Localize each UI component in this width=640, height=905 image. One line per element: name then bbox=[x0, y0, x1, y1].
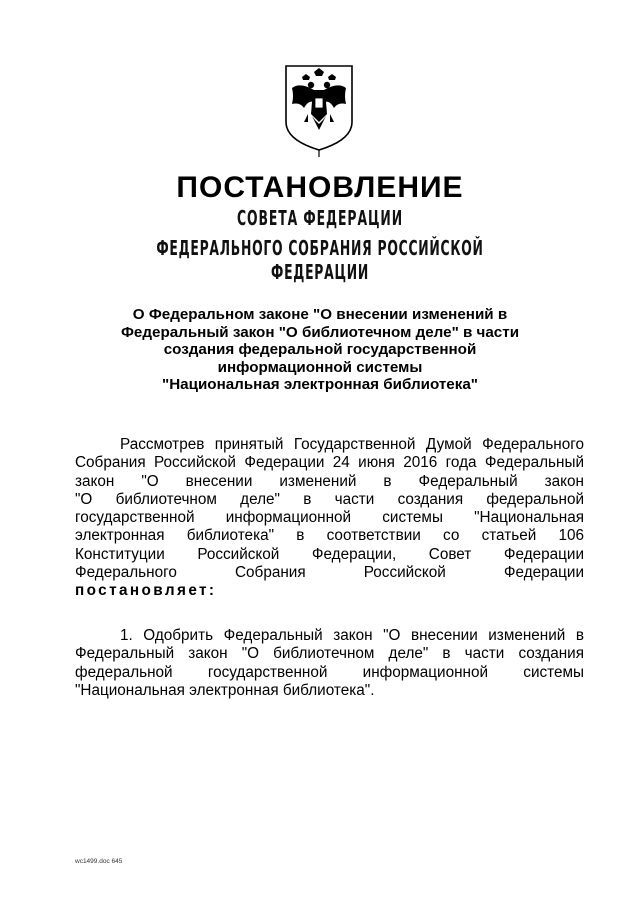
document-type-heading: ПОСТАНОВЛЕНИЕ bbox=[176, 171, 464, 204]
title-line: О Федеральном законе "О внесении изменений в bbox=[132, 306, 508, 323]
resolves-word: постановляет: bbox=[75, 582, 217, 600]
paragraph-line: 1. Одобрить Федеральный закон "О внесении изменений в bbox=[120, 627, 584, 644]
paragraph-line: "О библиотечном деле" в части создания федеральной bbox=[75, 490, 584, 508]
paragraph-line: Конституции Российской Федерации, Совет Федерации bbox=[75, 545, 584, 563]
issuer-line-2: ФЕДЕРАЛЬНОГО СОБРАНИЯ РОССИЙСКОЙ ФЕДЕРАЦИИ bbox=[156, 236, 484, 284]
paragraph-line: Федеральный закон "О библиотечном деле" в части создания bbox=[75, 645, 584, 663]
paragraph-line: "Национальная электронная библиотека". bbox=[75, 681, 375, 699]
paragraph-line: Рассмотрев принятый Государственной Думой Федерального bbox=[120, 436, 584, 453]
paragraph-line: федеральной государственной информационной системы bbox=[75, 663, 584, 681]
title-line: "Национальная электронная библиотека" bbox=[162, 376, 478, 393]
footer-file-code: wc1499.doc 645 bbox=[75, 858, 123, 865]
paragraph-line: Собрания Российской Федерации 24 июня 2016 года Федеральный bbox=[75, 454, 584, 472]
paragraph-line: электронная библиотека" в соответствии со статьей 106 bbox=[75, 527, 584, 545]
title-line: Федеральный закон "О библиотечном деле" в части bbox=[120, 323, 520, 341]
coat-of-arms-icon bbox=[278, 60, 360, 158]
title-line: создания федеральной государственной bbox=[163, 341, 477, 358]
preamble-paragraph bbox=[75, 436, 584, 601]
title-line: информационной системы bbox=[217, 358, 423, 376]
paragraph-line: государственной информационной системы "Национальная bbox=[75, 509, 584, 527]
paragraph-line: Федерального Собрания Российской Федерации bbox=[75, 564, 584, 582]
document-title bbox=[60, 306, 580, 394]
paragraph-line: закон "О внесении изменений в Федеральный закон bbox=[75, 472, 584, 490]
issuer-line-1: СОВЕТА ФЕДЕРАЦИИ bbox=[236, 206, 404, 230]
resolution-item-1 bbox=[75, 627, 584, 700]
